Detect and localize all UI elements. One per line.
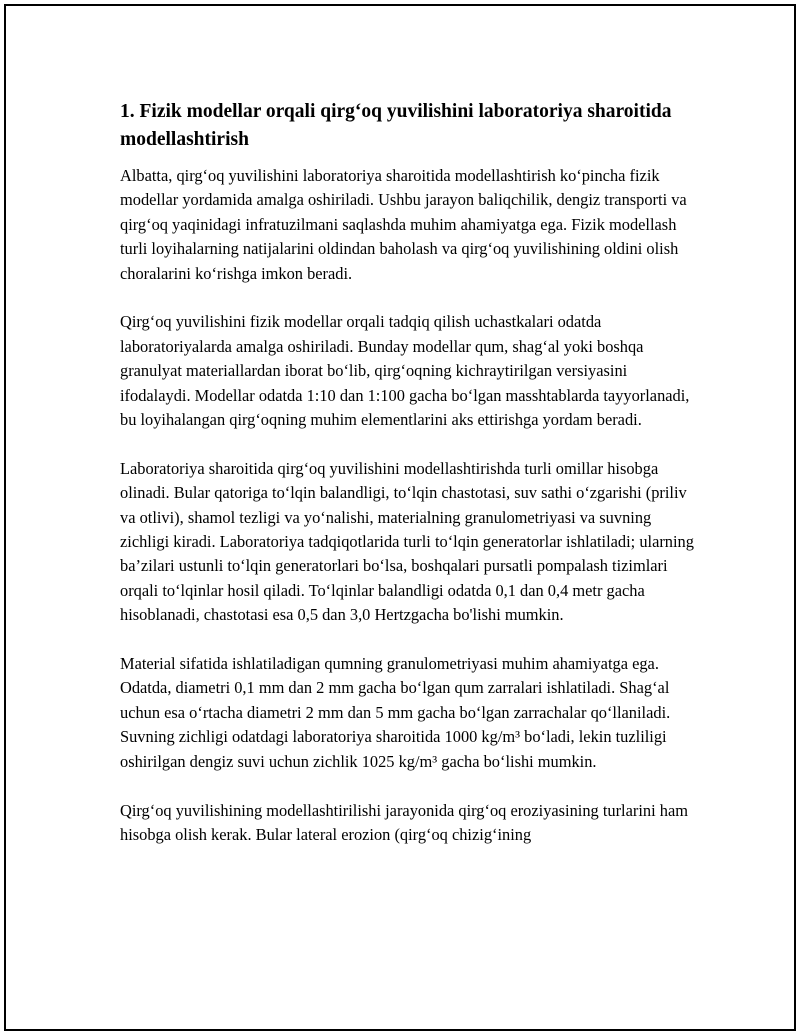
paragraph-3: Laboratoriya sharoitida qirg‘oq yuvilishini modellashtirishda turli omillar hisobga olinadi. Bular qatoriga to‘lqin balandligi, to‘lqin chastotasi, suv sathi o‘zgarishi (priliv va otlivi), shamol tezligi va yo‘nalishi, materialning granulometriyasi va suvning zichligi kiradi. Laboratoriya tadqiqotlarida turli to‘lqin generatorlar ishlatiladi; ularning ba’zilari ustunli to‘lqin generatorlari bo‘lsa, boshqalari pursatli pompalash tizimlari orqali to‘lqinlar hosil qiladi. To‘lqinlar balandligi odatda 0,1 dan 0,4 metr gacha hisoblanadi, chastotasi esa 0,5 dan 3,0 Hertzgacha bo'lishi mumkin. <box>120 458 694 625</box>
document-body <box>120 98 700 872</box>
paragraph-4: Material sifatida ishlatiladigan qumning granulometriyasi muhim ahamiyatga ega. Odatda, diametri 0,1 mm dan 2 mm gacha bo‘lgan qum zarralari ishlatiladi. Shag‘al uchun esa o‘rtacha diametri 2 mm dan 5 mm gacha bo‘lgan zarrachalar qo‘llaniladi. Suvning zichligi odatdagi laboratoriya sharoitida 1000 kg/m³ bo‘ladi, lekin tuzliligi oshirilgan dengiz suvi uchun zichlik 1025 kg/m³ gacha bo‘lishi mumkin. <box>120 654 671 771</box>
section-heading: 1. Fizik modellar orqali qirg‘oq yuvilishini laboratoriya sharoitida modellashtirish <box>120 101 672 150</box>
document-page <box>4 4 796 1031</box>
paragraph-1: Albatta, qirg‘oq yuvilishini laboratoriya sharoitida modellashtirish ko‘pincha fizik modellar yordamida amalga oshiriladi. Ushbu jarayon baliqchilik, dengiz transporti va qirg‘oq yaqinidagi infratuzilmani saqlashda muhim ahamiyatga ega. Fizik modellash turli loyihalarning natijalarini oldindan baholash va qirg‘oq yuvilishining oldini olish choralarini ko‘rishga imkon beradi. <box>120 166 687 283</box>
paragraph-5: Qirg‘oq yuvilishining modellashtirilishi jarayonida qirg‘oq eroziyasining turlarini ham hisobga olish kerak. Bular lateral erozion (qirg‘oq chizig‘ining <box>120 800 688 844</box>
paragraph-2: Qirg‘oq yuvilishini fizik modellar orqali tadqiq qilish uchastkalari odatda laboratoriyalarda amalga oshiriladi. Bunday modellar qum, shag‘al yoki boshqa granulyat materiallardan iborat bo‘lib, qirg‘oqning kichraytirilgan versiyasini ifodalaydi. Modellar odatda 1:10 dan 1:100 gacha bo‘lgan masshtablarda tayyorlanadi, bu loyihalangan qirg‘oqning muhim elementlarini aks ettirishga yordam beradi. <box>120 312 690 430</box>
